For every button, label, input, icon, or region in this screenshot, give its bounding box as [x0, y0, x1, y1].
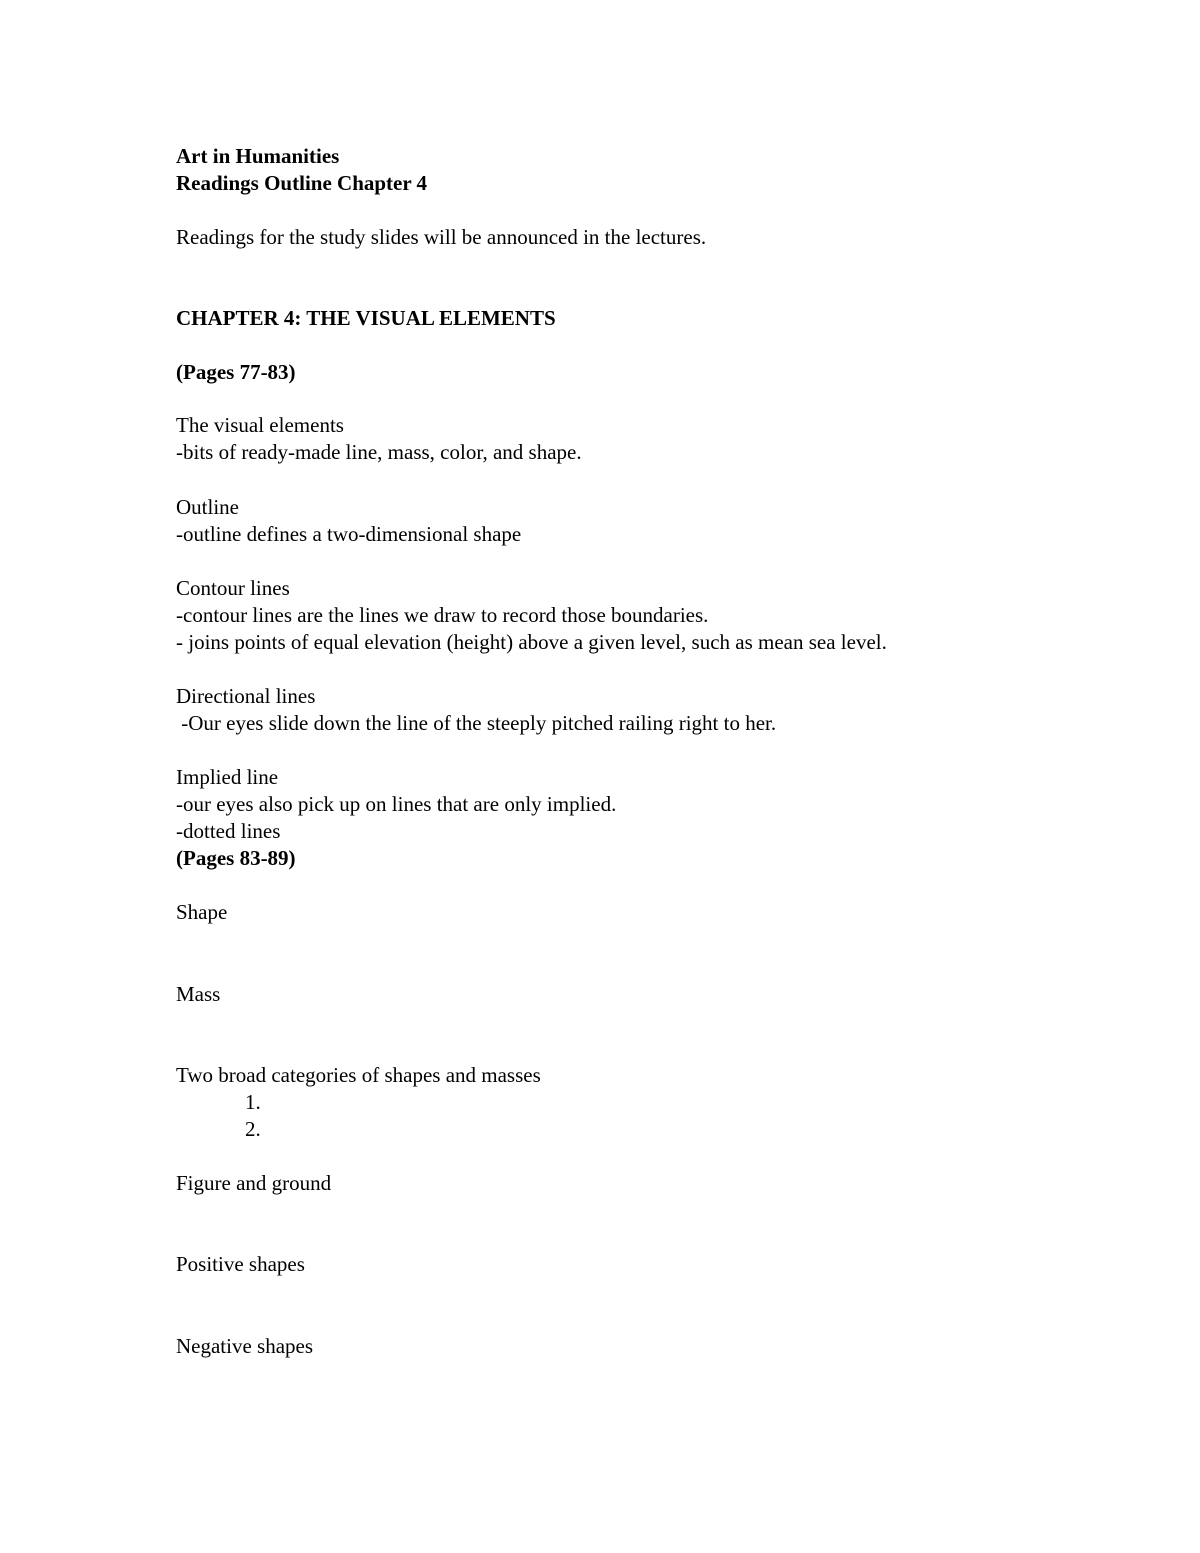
note-visual-elements: -bits of ready-made line, mass, color, and shape.	[176, 440, 582, 464]
term-outline: Outline	[176, 495, 239, 519]
outline-title: Readings Outline Chapter 4	[176, 171, 428, 195]
category-item-2: 2.	[245, 1117, 261, 1141]
note-implied-line-1: -our eyes also pick up on lines that are only implied.	[176, 792, 617, 816]
term-implied-line: Implied line	[176, 765, 279, 789]
term-contour-lines: Contour lines	[176, 576, 290, 600]
pages-range-83-89: (Pages 83-89)	[176, 846, 296, 870]
term-negative-shapes: Negative shapes	[176, 1334, 314, 1358]
term-figure-and-ground: Figure and ground	[176, 1171, 332, 1195]
category-item-1: 1.	[245, 1090, 261, 1114]
term-shape: Shape	[176, 900, 228, 924]
chapter-heading: CHAPTER 4: THE VISUAL ELEMENTS	[176, 306, 556, 330]
term-categories: Two broad categories of shapes and masses	[176, 1063, 541, 1087]
term-positive-shapes: Positive shapes	[176, 1252, 305, 1276]
note-implied-line-2: -dotted lines	[176, 819, 281, 843]
note-directional-lines: -Our eyes slide down the line of the steeply pitched railing right to her.	[176, 711, 777, 735]
term-mass: Mass	[176, 982, 221, 1006]
intro-text: Readings for the study slides will be announced in the lectures.	[176, 225, 707, 249]
note-outline: -outline defines a two-dimensional shape	[176, 522, 522, 546]
note-contour-lines-2: - joins points of equal elevation (height) above a given level, such as mean sea level.	[176, 630, 887, 654]
term-visual-elements: The visual elements	[176, 413, 344, 437]
course-title: Art in Humanities	[176, 144, 340, 168]
term-directional-lines: Directional lines	[176, 684, 316, 708]
note-contour-lines-1: -contour lines are the lines we draw to record those boundaries.	[176, 603, 709, 627]
pages-range-77-83: (Pages 77-83)	[176, 360, 296, 384]
